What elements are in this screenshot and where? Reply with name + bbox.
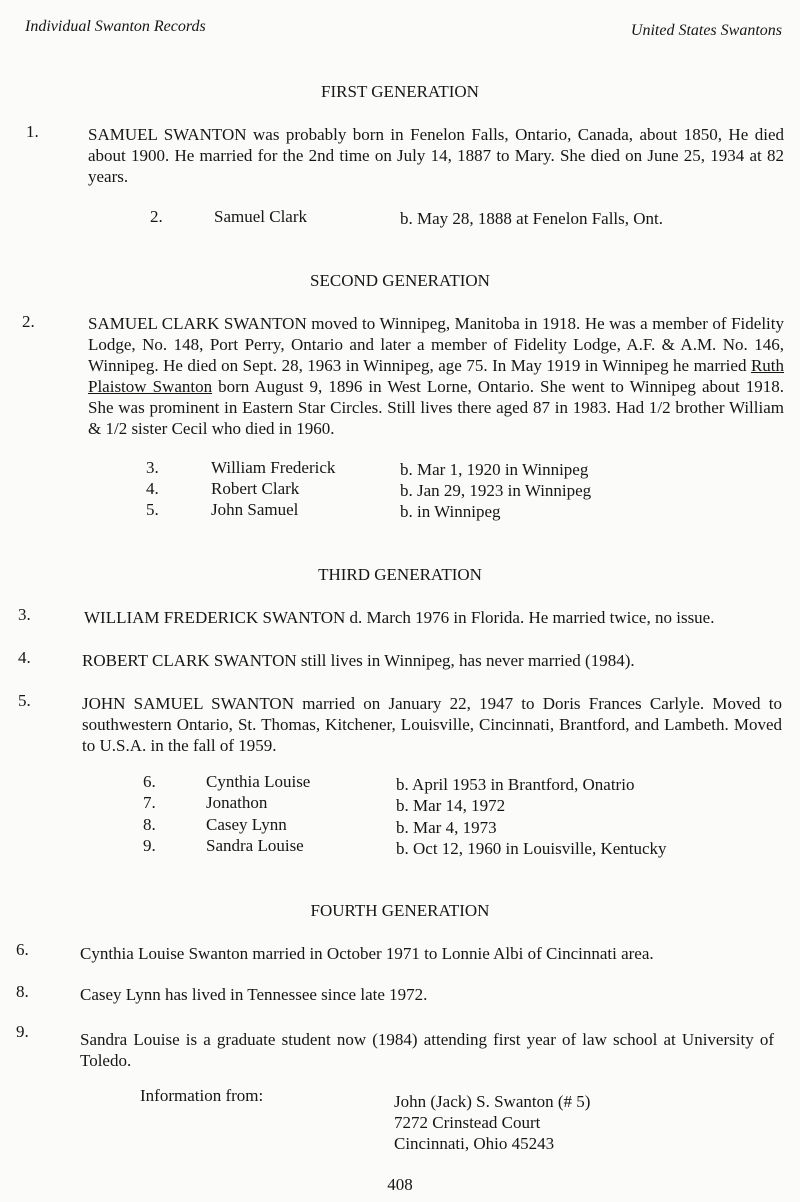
entry-text-part: born August 9, 1896 in West Lorne, Ontario. She went to Winnipeg about 1918. She was prominent in Eastern Star Circles. Still lives there aged 87 in 1983. Had 1/2 brother William & 1/2 sister Cecil who died in 1960. xyxy=(88,377,785,438)
heading-second-generation: SECOND GENERATION xyxy=(310,271,490,290)
entry-number: 5. xyxy=(18,691,31,710)
child-row xyxy=(0,771,800,792)
child-birth: b. Mar 14, 1972 xyxy=(396,796,506,815)
child-row xyxy=(0,499,800,520)
heading-fourth-generation: FOURTH GENERATION xyxy=(310,901,490,920)
child-name: John Samuel xyxy=(211,500,299,519)
entry-number: 6. xyxy=(16,940,29,959)
entry-text: Sandra Louise is a graduate student now (1984) attending first year of law school at University of Toledo. xyxy=(80,1030,774,1070)
info-city: Cincinnati, Ohio 45243 xyxy=(394,1134,555,1153)
heading-first-generation: FIRST GENERATION xyxy=(321,82,479,101)
child-birth: b. May 28, 1888 at Fenelon Falls, Ont. xyxy=(400,209,664,228)
child-name: Samuel Clark xyxy=(214,207,308,226)
entry-text-part: SAMUEL CLARK SWANTON moved to Winnipeg, Manitoba in 1918. He was a member of Fidelity Lodge, No. 148, Port Perry, Ontario and later a member of Fidelity Lodge, A.F. & A.M. No. 146, Winnipeg. He died on Sept. 28, 1963 in Winnipeg, age 75. In May 1919 in Winnipeg he married xyxy=(88,314,784,375)
child-number: 5. xyxy=(146,500,159,519)
child-number: 3. xyxy=(146,458,159,477)
info-label: Information from: xyxy=(140,1086,264,1105)
child-number: 7. xyxy=(143,793,156,812)
child-row xyxy=(0,206,800,227)
heading-third-generation: THIRD GENERATION xyxy=(318,565,482,584)
child-number: 8. xyxy=(143,815,156,834)
entry-number: 1. xyxy=(26,122,39,141)
child-birth: b. Mar 1, 1920 in Winnipeg xyxy=(400,460,589,479)
running-header-left: Individual Swanton Records xyxy=(25,18,206,35)
child-row xyxy=(0,835,800,856)
running-header-right: United States Swantons xyxy=(630,22,782,39)
entry-number: 8. xyxy=(16,982,29,1001)
entry-text: ROBERT CLARK SWANTON still lives in Winnipeg, has never married (1984). xyxy=(82,651,635,670)
child-birth: b. Oct 12, 1960 in Louisville, Kentucky xyxy=(396,839,667,858)
child-birth: b. April 1953 in Brantford, Onatrio xyxy=(396,775,635,794)
child-birth: b. Mar 4, 1973 xyxy=(396,818,497,837)
child-number: 6. xyxy=(143,772,156,791)
child-row xyxy=(0,457,800,478)
entry-text: WILLIAM FREDERICK SWANTON d. March 1976 in Florida. He married twice, no issue. xyxy=(84,608,715,627)
spouse-name-underlined: Ruth Plaistow Swanton xyxy=(88,356,784,396)
child-number: 2. xyxy=(150,207,163,226)
entry-text xyxy=(88,313,784,439)
child-birth: b. Jan 29, 1923 in Winnipeg xyxy=(400,481,592,500)
child-row xyxy=(0,814,800,835)
entry-number: 3. xyxy=(18,605,31,624)
child-row xyxy=(0,792,800,813)
info-name: John (Jack) S. Swanton (# 5) xyxy=(394,1092,591,1111)
entry-text: Casey Lynn has lived in Tennessee since late 1972. xyxy=(80,985,428,1004)
child-name: Robert Clark xyxy=(211,479,300,498)
child-name: Cynthia Louise xyxy=(206,772,311,791)
child-name: Sandra Louise xyxy=(206,836,304,855)
entry-number: 4. xyxy=(18,648,31,667)
page-number: 408 xyxy=(387,1175,413,1194)
child-birth: b. in Winnipeg xyxy=(400,502,501,521)
entry-text: SAMUEL SWANTON was probably born in Fenelon Falls, Ontario, Canada, about 1850, He died about 1900. He married for the 2nd time on July 14, 1887 to Mary. She died on June 25, 1934 at 82 years. xyxy=(88,125,784,186)
child-name: William Frederick xyxy=(211,458,336,477)
info-street: 7272 Crinstead Court xyxy=(394,1113,541,1132)
entry-number: 2. xyxy=(22,312,35,331)
child-number: 4. xyxy=(146,479,159,498)
entry-number: 9. xyxy=(16,1022,29,1041)
entry-text: Cynthia Louise Swanton married in October 1971 to Lonnie Albi of Cincinnati area. xyxy=(80,944,654,963)
child-number: 9. xyxy=(143,836,156,855)
child-row xyxy=(0,478,800,499)
child-name: Casey Lynn xyxy=(206,815,287,834)
child-name: Jonathon xyxy=(206,793,268,812)
entry-text: JOHN SAMUEL SWANTON married on January 22, 1947 to Doris Frances Carlyle. Moved to southwestern Ontario, St. Thomas, Kitchener, Louisville, Cincinnati, Brantford, and Lambeth. Moved to U.S.A. in the fall of 1959. xyxy=(82,694,782,755)
